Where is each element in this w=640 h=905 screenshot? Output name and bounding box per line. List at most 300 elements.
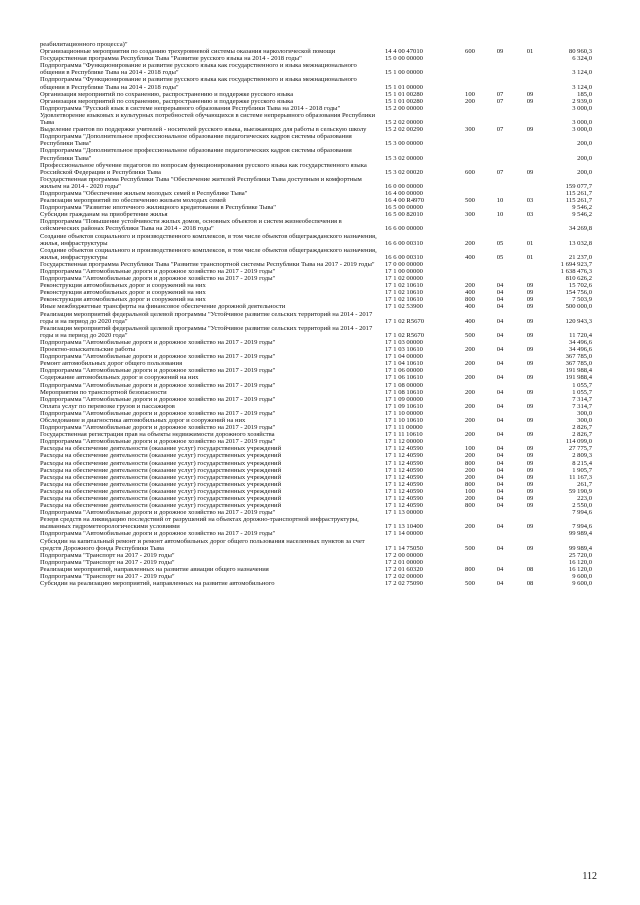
row-code-cell: 17 1 02 53900 [385,303,423,311]
row-vr-cell: 200 [465,431,475,439]
row-code-cell: 17 1 02 R5670 [385,317,425,325]
row-pr-cell: 09 [526,523,534,531]
row-code-cell: 17 1 09 10610 [385,402,423,410]
row-name-cell: Организация мероприятий по сохранению, распространению и поддержке русского языка [40,90,294,98]
row-code-cell: 17 2 02 75090 [385,580,423,588]
row-vr-cell: 200 [465,473,475,481]
row-pr-cell: 09 [526,388,534,396]
row-sum-cell: 59 190,9 [568,487,592,495]
row-name-cell: Расходы на обеспечение деятельности (оказание услуг) государственных учреждений [40,473,282,481]
row-rz-cell: 04 [496,445,504,453]
table-row [40,48,592,55]
row-name-cell: Расходы на обеспечение деятельности (оказание услуг) государственных учреждений [40,459,282,467]
row-code-cell: 17 1 03 10610 [385,346,423,354]
row-pr-cell: 09 [526,360,534,368]
row-sum-cell: 200,0 [577,168,592,176]
table-row [40,268,592,275]
row-pr-cell: 09 [526,168,534,176]
row-name-cell: Организация мероприятий по сохранению, распространению и поддержке русского языка [40,97,294,105]
row-code-cell: 17 1 12 40590 [385,445,423,453]
row-name-cell: Мероприятия по транспортной безопасности [40,388,167,396]
row-rz-cell: 04 [496,473,504,481]
row-code-cell: 16 4 00 00000 [385,189,423,197]
row-rz-cell: 10 [496,211,504,219]
row-pr-cell: 09 [526,346,534,354]
row-vr-cell: 100 [465,445,475,453]
row-sum-cell: 27 775,7 [568,445,592,453]
row-name-cell: Подпрограмма "Функционирование и развитие русского языка как государственного и языка межнационального общения в Республике Тыва на 2014 - 2018 годы" [40,62,357,77]
table-row [40,346,592,353]
table-row [40,452,592,459]
row-name-cell: Иные межбюджетные трансферты на финансовое обеспечение дорожной деятельности [40,303,286,311]
row-rz-cell: 04 [496,466,504,474]
row-sum-cell: 34 269,8 [568,225,592,233]
row-sum-cell: 300,0 [577,409,592,417]
row-sum-cell: 2 826,7 [572,431,592,439]
row-rz-cell: 04 [496,303,504,311]
row-vr-cell: 500 [465,197,475,205]
row-sum-cell: 1 638 476,3 [560,268,592,275]
table-row [40,438,592,445]
row-sum-cell: 367 785,0 [565,360,592,368]
row-sum-cell: 99 989,4 [568,530,592,538]
row-pr-cell: 09 [526,282,534,290]
table-row [40,573,592,580]
row-sum-cell: 3 124,0 [572,83,592,91]
row-code-cell: 15 1 01 00280 [385,97,423,105]
row-name-cell: Подпрограмма "Автомобильные дороги и дорожное хозяйство на 2017 - 2019 годы" [40,438,276,446]
row-name-cell: Подпрограмма "Функционирование и развитие русского языка как государственного и языка межнационального общения в Республике Тыва на 2014 - 2018 годы" [40,76,357,91]
row-vr-cell: 400 [465,317,475,325]
row-code-cell: 16 5 00 00000 [385,204,423,212]
row-vr-cell: 800 [465,502,475,510]
row-sum-cell: 120 943,3 [565,317,592,325]
row-sum-cell: 191 988,4 [565,367,592,375]
row-name-cell: Подпрограмма "Дополнительное профессиональное образование педагогических кадров системы образования Республики Тыва" [40,147,352,162]
row-name-cell: Резерв средств на ликвидацию последствий от разрушений на объектах дорожно-транспортной инфраструктуры, вызванных гидрометеорологическими условиями [40,516,359,531]
row-rz-cell: 04 [496,360,504,368]
row-sum-cell: 3 000,0 [572,104,592,112]
row-vr-cell: 200 [465,97,475,105]
row-code-cell: 17 1 06 10610 [385,374,423,382]
row-name-cell: Выделение грантов по поддержке учителей - носителей русского языка, выезжающих для работы в сельскую школу [40,126,367,134]
table-row [40,445,592,452]
row-sum-cell: 200,0 [577,154,592,162]
row-rz-cell: 05 [496,253,504,261]
row-sum-cell: 1 905,7 [572,466,592,474]
table-row [40,417,592,424]
row-code-cell: 17 1 02 10610 [385,282,423,290]
table-row [40,126,592,133]
row-rz-cell: 09 [496,48,504,56]
row-sum-cell: 9 600,0 [572,573,592,581]
row-rz-cell: 04 [496,580,504,588]
row-rz-cell: 07 [496,126,504,134]
row-sum-cell: 2 809,3 [572,452,592,460]
row-vr-cell: 400 [465,303,475,311]
row-name-cell: Подпрограмма "Автомобильные дороги и дорожное хозяйство на 2017 - 2019 годы" [40,509,276,517]
row-sum-cell: 2 550,0 [572,502,592,510]
row-code-cell: 17 1 12 40590 [385,502,423,510]
row-code-cell: 17 1 08 00000 [385,381,423,389]
row-name-cell: Проектно-изыскательские работы [40,346,136,354]
row-name-cell: Подпрограмма "Автомобильные дороги и дорожное хозяйство на 2017 - 2019 годы" [40,381,276,389]
row-sum-cell: 3 000,0 [572,119,592,127]
page-number: 112 [582,871,597,882]
row-code-cell: 17 1 09 00000 [385,395,423,403]
row-name-cell: Реализация мероприятий федеральной целевой программы "Устойчивое развитие сельских территорий на 2014 - 2017 годы и на период до 2020 года" [40,324,373,339]
row-pr-cell: 09 [526,487,534,495]
table-row [40,360,592,367]
row-pr-cell: 09 [526,374,534,382]
row-sum-cell: 1 055,7 [572,388,592,396]
row-name-cell: Реализация мероприятий федеральной целевой программы "Устойчивое развитие сельских территорий на 2014 - 2017 годы и на период до 2020 года" [40,310,373,325]
row-rz-cell: 04 [496,480,504,488]
row-name-cell: Реконструкция автомобильных дорог и сооружений на них [40,289,206,297]
row-vr-cell: 200 [465,402,475,410]
table-row [40,105,592,112]
row-sum-cell: 115 261,7 [565,189,592,197]
row-pr-cell: 03 [526,197,534,205]
table-row [40,495,592,502]
row-code-cell: 17 1 12 40590 [385,495,423,502]
table-row [40,275,592,282]
row-vr-cell: 600 [465,48,475,56]
table-row [40,566,592,573]
row-sum-cell: 2 826,7 [572,424,592,432]
row-code-cell: 17 1 13 00000 [385,509,423,517]
row-vr-cell: 400 [465,289,475,297]
budget-table [40,41,592,587]
row-code-cell: 15 3 02 00020 [385,168,423,176]
row-sum-cell: 16 120,0 [568,558,592,566]
table-row [40,211,592,218]
row-pr-cell: 09 [526,466,534,474]
row-vr-cell: 500 [465,544,475,552]
table-row [40,580,592,587]
table-row [40,325,592,339]
row-pr-cell: 09 [526,303,534,311]
row-sum-cell: 8 215,4 [572,459,592,467]
row-name-cell: Реализация мероприятий, направленных на развитие авиации общего назначения [40,565,269,573]
row-code-cell: 16 6 00 00310 [385,253,423,261]
row-vr-cell: 200 [465,346,475,354]
table-row [40,162,592,176]
row-sum-cell: 15 702,6 [568,282,592,290]
row-pr-cell: 09 [526,90,534,98]
row-pr-cell: 01 [526,48,534,56]
row-name-cell: Государственная программа Республики Тыва "Развитие транспортной системы Республики Тыва на 2017 - 2019 годы" [40,260,375,268]
row-code-cell: 17 1 03 00000 [385,338,423,346]
row-sum-cell: 7 994,6 [572,523,592,531]
row-code-cell: 17 1 02 10610 [385,289,423,297]
row-sum-cell: 99 989,4 [568,544,592,552]
row-rz-cell: 07 [496,168,504,176]
row-rz-cell: 05 [496,239,504,247]
row-rz-cell: 04 [496,402,504,410]
row-code-cell: 17 2 02 00000 [385,573,423,581]
row-name-cell: Субсидии на капитальный ремонт и ремонт автомобильных дорог общего пользования населенных пунктов за счет средств Дорожного фонда Республики Тыва [40,537,365,552]
row-sum-cell: 367 785,0 [565,353,592,361]
row-name-cell: Субсидии на реализацию мероприятий, направленных на развитие автомобильного [40,580,275,588]
row-name-cell: Субсидии гражданам на приобретение жилья [40,211,168,219]
row-code-cell: 17 1 13 10400 [385,523,423,531]
row-vr-cell: 800 [465,565,475,573]
row-code-cell: 17 1 04 10610 [385,360,423,368]
row-name-cell: Реконструкция автомобильных дорог и сооружений на них [40,282,206,290]
row-code-cell: 17 0 00 00000 [385,260,423,268]
row-name-cell: Подпрограмма "Транспорт на 2017 - 2019 годы" [40,551,175,559]
row-pr-cell: 09 [526,445,534,453]
table-row [40,367,592,374]
row-code-cell: 16 4 00 R4970 [385,197,425,205]
row-sum-cell: 16 120,0 [568,565,592,573]
row-pr-cell: 09 [526,331,534,339]
row-rz-cell: 04 [496,544,504,552]
row-pr-cell: 09 [526,296,534,304]
row-code-cell: 17 2 01 60320 [385,565,423,573]
row-pr-cell: 09 [526,459,534,467]
row-sum-cell: 2 939,0 [572,97,592,105]
row-code-cell: 15 3 02 00000 [385,154,423,162]
table-row [40,374,592,381]
row-pr-cell: 09 [526,126,534,134]
table-row [40,382,592,389]
row-code-cell: 15 1 00 00000 [385,69,423,77]
row-code-cell: 15 1 01 00000 [385,83,423,91]
table-row [40,233,592,247]
row-name-cell: Расходы на обеспечение деятельности (оказание услуг) государственных учреждений [40,480,282,488]
row-code-cell: 15 2 02 00000 [385,119,423,127]
row-rz-cell: 04 [496,374,504,382]
table-row [40,538,592,552]
row-sum-cell: 154 756,0 [565,289,592,297]
row-pr-cell: 09 [526,502,534,510]
row-pr-cell: 01 [526,253,534,261]
table-row [40,176,592,190]
row-sum-cell: 500 000,0 [565,303,592,311]
row-name-cell: Подпрограмма "Транспорт на 2017 - 2019 годы" [40,573,175,581]
row-pr-cell: 09 [526,317,534,325]
table-row [40,353,592,360]
row-sum-cell: 7 314,7 [572,402,592,410]
row-code-cell: 17 1 12 40590 [385,459,423,467]
row-pr-cell: 08 [526,565,534,573]
row-name-cell: Подпрограмма "Автомобильные дороги и дорожное хозяйство на 2017 - 2019 годы" [40,395,276,403]
row-code-cell: 16 0 00 00000 [385,182,423,190]
row-name-cell: Расходы на обеспечение деятельности (оказание услуг) государственных учреждений [40,502,282,510]
row-sum-cell: 7 503,9 [572,296,592,304]
row-name-cell: Подпрограмма "Транспорт на 2017 - 2019 годы" [40,558,175,566]
row-code-cell: 16 6 00 00000 [385,225,423,233]
row-sum-cell: 1 055,7 [572,381,592,389]
row-rz-cell: 04 [496,452,504,460]
table-row [40,502,592,509]
row-vr-cell: 200 [465,416,475,424]
row-vr-cell: 200 [465,282,475,290]
table-row [40,410,592,417]
row-pr-cell: 09 [526,416,534,424]
row-sum-cell: 11 167,3 [569,473,592,481]
row-rz-cell: 04 [496,495,504,502]
row-rz-cell: 04 [496,565,504,573]
row-name-cell: Подпрограмма "Автомобильные дороги и дорожное хозяйство на 2017 - 2019 годы" [40,530,276,538]
table-row [40,552,592,559]
row-vr-cell: 100 [465,90,475,98]
row-name-cell: Создание объектов социального и производственного комплексов, в том числе объектов общегражданского назначения, жилья, инфраструктуры [40,232,377,247]
row-sum-cell: 34 496,6 [568,346,592,354]
row-name-cell: Расходы на обеспечение деятельности (оказание услуг) государственных учреждений [40,487,282,495]
row-code-cell: 17 1 04 00000 [385,353,423,361]
row-name-cell: Расходы на обеспечение деятельности (оказание услуг) государственных учреждений [40,445,282,453]
table-row [40,197,592,204]
row-name-cell: Государственная программа Республики Тыва "Обеспечение жителей Республики Тыва доступным и комфортным жильем на 2014 - 2020 годы" [40,175,362,190]
row-sum-cell: 191 988,4 [565,374,592,382]
row-rz-cell: 04 [496,296,504,304]
row-name-cell: Ремонт автомобильных дорог общего пользования [40,360,183,368]
row-vr-cell: 200 [465,466,475,474]
row-pr-cell: 01 [526,239,534,247]
row-sum-cell: 6 324,0 [572,55,592,63]
row-vr-cell: 200 [465,452,475,460]
row-sum-cell: 223,0 [577,495,592,502]
row-sum-cell: 7 994,6 [572,509,592,517]
table-row [40,303,592,310]
table-row [40,247,592,261]
row-vr-cell: 800 [465,296,475,304]
row-rz-cell: 04 [496,487,504,495]
row-sum-cell: 159 077,7 [565,182,592,190]
table-row [40,389,592,396]
row-name-cell: Подпрограмма "Обеспечение жильем молодых семей в Республике Тыва" [40,189,248,197]
row-vr-cell: 200 [465,360,475,368]
row-sum-cell: 11 720,4 [569,331,592,339]
row-name-cell: Подпрограмма "Автомобильные дороги и дорожное хозяйство на 2017 - 2019 годы" [40,353,276,361]
row-name-cell: Расходы на обеспечение деятельности (оказание услуг) государственных учреждений [40,452,282,460]
row-code-cell: 17 1 06 00000 [385,367,423,375]
row-name-cell: Подпрограмма "Автомобильные дороги и дорожное хозяйство на 2017 - 2019 годы" [40,268,276,275]
row-pr-cell: 09 [526,452,534,460]
row-pr-cell: 03 [526,211,534,219]
table-row [40,431,592,438]
table-row [40,98,592,105]
row-vr-cell: 300 [465,211,475,219]
row-code-cell: 17 1 12 40590 [385,480,423,488]
row-pr-cell: 09 [526,289,534,297]
row-pr-cell: 09 [526,431,534,439]
table-row [40,396,592,403]
table-row [40,261,592,268]
row-name-cell: Подпрограмма "Автомобильные дороги и дорожное хозяйство на 2017 - 2019 годы" [40,338,276,346]
table-row [40,62,592,76]
row-sum-cell: 9 600,0 [572,580,592,588]
table-row [40,218,592,232]
table-row [40,147,592,161]
row-code-cell: 15 0 00 00000 [385,55,423,63]
row-code-cell: 17 1 12 00000 [385,438,423,446]
row-code-cell: 17 1 14 00000 [385,530,423,538]
row-pr-cell: 09 [526,473,534,481]
row-code-cell: 17 1 10 00000 [385,409,423,417]
row-code-cell: 17 1 08 10610 [385,388,423,396]
row-name-cell: Реализация мероприятий по обеспечению жильем молодых семей [40,197,226,205]
row-name-cell: Расходы на обеспечение деятельности (оказание услуг) государственных учреждений [40,466,282,474]
row-rz-cell: 04 [496,282,504,290]
row-code-cell: 14 4 00 47010 [385,48,423,56]
row-name-cell: Подпрограмма "Повышение устойчивости жилых домов, основных объектов и систем жизнеобеспечения в сейсмических районах Республики Тыва на 2014 - 2018 годы" [40,218,342,233]
table-row [40,509,592,516]
row-name-cell: Удовлетворение языковых и культурных потребностей обучающихся в системе непрерывного образования Республики Тыва [40,111,376,127]
row-name-cell: Подпрограмма "Автомобильные дороги и дорожное хозяйство на 2017 - 2019 годы" [40,409,276,417]
table-row [40,204,592,211]
row-code-cell: 17 1 12 40590 [385,473,423,481]
row-vr-cell: 500 [465,331,475,339]
table-row [40,559,592,566]
row-sum-cell: 114 099,0 [565,438,592,446]
row-code-cell: 17 2 01 00000 [385,558,423,566]
row-name-cell: Организационные мероприятия по созданию трехуровневой системы оказания наркологической помощи [40,48,336,56]
row-name-cell: Государственная регистрация прав на объекты недвижимости дорожного хозяйства [40,431,275,439]
row-sum-cell: 185,0 [577,90,592,98]
row-sum-cell: 80 960,3 [568,48,592,56]
table-row [40,339,592,346]
row-name-cell: Содержание автомобильных дорог и сооружений на них [40,374,199,382]
row-code-cell: 15 3 00 00000 [385,140,423,148]
table-row [40,91,592,98]
row-sum-cell: 21 237,0 [568,253,592,261]
row-vr-cell: 300 [465,126,475,134]
row-sum-cell: 3 124,0 [572,69,592,77]
row-pr-cell: 09 [526,402,534,410]
row-rz-cell: 07 [496,90,504,98]
table-row [40,289,592,296]
row-name-cell: Реконструкция автомобильных дорог и сооружений на них [40,296,206,304]
table-row [40,516,592,530]
row-rz-cell: 04 [496,346,504,354]
row-sum-cell: 200,0 [577,140,592,148]
row-code-cell: 17 1 02 00000 [385,275,423,283]
row-vr-cell: 500 [465,580,475,588]
row-rz-cell: 04 [496,331,504,339]
row-code-cell: 17 1 12 40590 [385,487,423,495]
row-code-cell: 17 1 14 75050 [385,544,423,552]
row-sum-cell: 115 261,7 [565,197,592,205]
row-sum-cell: 9 546,2 [572,211,592,219]
row-vr-cell: 200 [465,495,475,502]
row-pr-cell: 09 [526,97,534,105]
row-code-cell: 17 1 11 10610 [385,431,423,439]
table-row [40,112,592,126]
row-pr-cell: 09 [526,480,534,488]
table-row [40,296,592,303]
row-name-cell: Оплата услуг по перевозке грузов и пассажиров [40,402,175,410]
row-rz-cell: 04 [496,431,504,439]
row-vr-cell: 100 [465,487,475,495]
row-code-cell: 15 2 00 00000 [385,104,423,112]
row-name-cell: Подпрограмма "Развитие ипотечного жилищного кредитования в Республике Тыва" [40,204,276,212]
row-sum-cell: 7 314,7 [572,395,592,403]
row-code-cell: 16 6 00 00310 [385,239,423,247]
row-rz-cell: 04 [496,523,504,531]
row-code-cell: 17 1 10 10610 [385,416,423,424]
table-row [40,424,592,431]
row-sum-cell: 25 720,0 [568,551,592,559]
row-name-cell: Подпрограмма "Автомобильные дороги и дорожное хозяйство на 2017 - 2019 годы" [40,424,276,432]
table-row [40,311,592,325]
row-name-cell: Государственная программа Республики Тыва "Развитие русского языка на 2014 - 2018 годы" [40,55,302,63]
row-name-cell: Обследование и диагностика автомобильных дорог и сооружений на них [40,416,246,424]
table-row [40,55,592,62]
